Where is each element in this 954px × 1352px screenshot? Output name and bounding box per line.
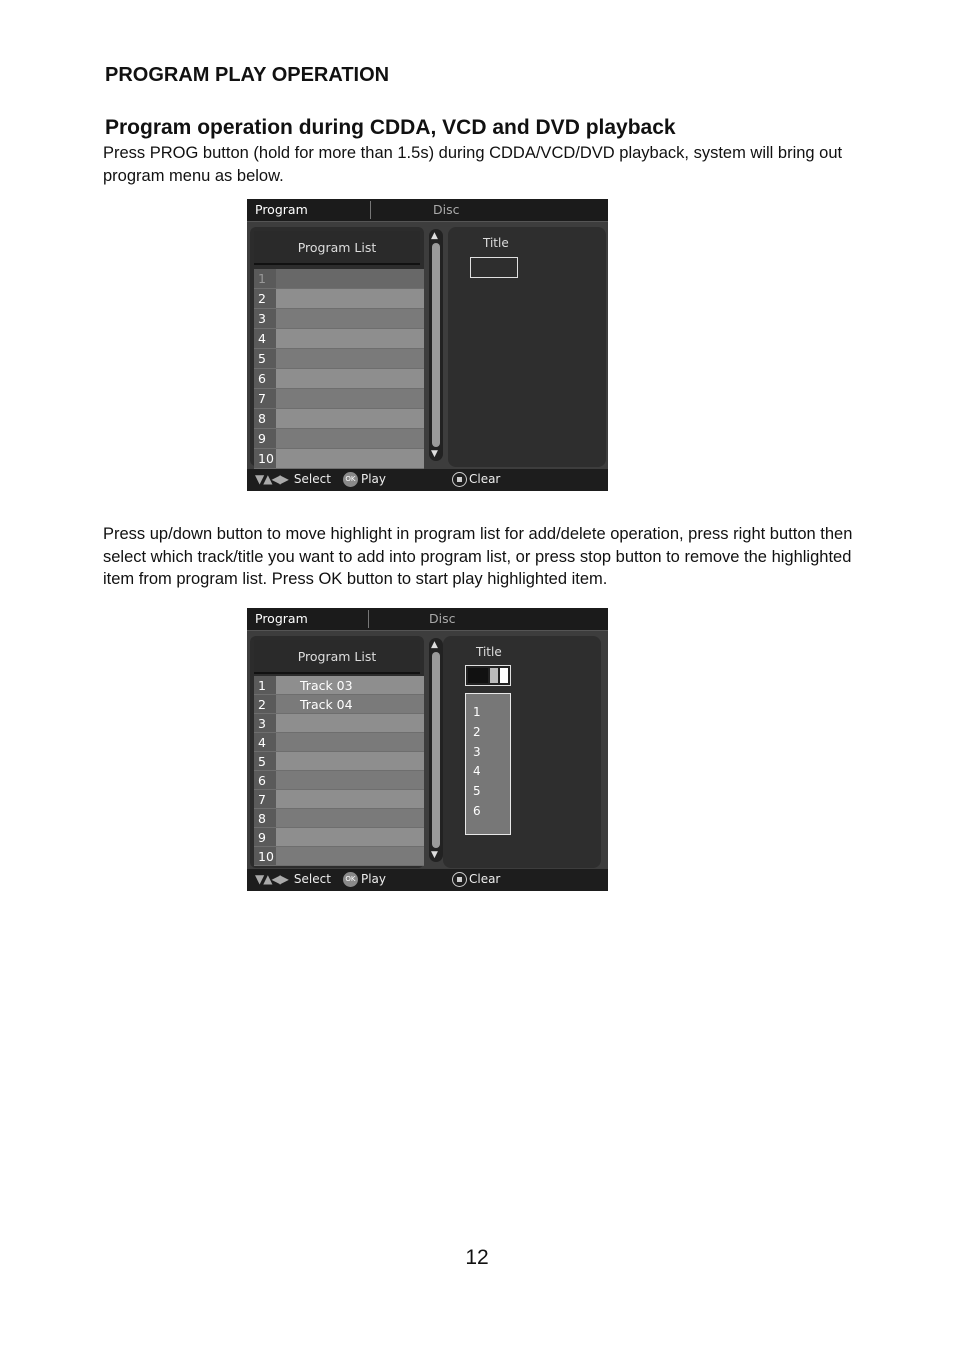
list-item[interactable] (254, 369, 424, 389)
stop-button-icon (452, 472, 467, 487)
ok-button-icon: OK (343, 472, 358, 487)
title-option[interactable]: 5 (473, 784, 481, 798)
title-option[interactable]: 4 (473, 764, 481, 778)
list-item-number: 10 (258, 451, 274, 466)
hint-select: Select (293, 472, 331, 486)
scrollbar-thumb[interactable] (432, 652, 440, 848)
program-list-panel (250, 227, 424, 466)
list-item[interactable] (254, 695, 424, 714)
list-item[interactable] (254, 771, 424, 790)
hint-play: Play (360, 472, 386, 486)
list-item-number: 7 (258, 792, 266, 807)
list-item-number: 4 (258, 331, 266, 346)
title-option[interactable]: 6 (473, 804, 481, 818)
title-selector-box[interactable] (465, 665, 511, 686)
osd-hint-bar (247, 869, 608, 891)
list-item-number: 3 (258, 716, 266, 731)
list-item[interactable] (254, 269, 424, 289)
scroll-up-arrow-icon[interactable]: ▲ (431, 231, 438, 241)
list-item-number: 1 (258, 271, 266, 286)
list-item-number: 1 (258, 678, 266, 693)
list-item-number: 6 (258, 371, 266, 386)
program-list-header: Program List (254, 640, 420, 674)
program-menu-screenshot-1 (247, 199, 608, 491)
list-item[interactable] (254, 847, 424, 866)
scrollbar-thumb[interactable] (432, 243, 440, 447)
title-option[interactable]: 1 (473, 705, 481, 719)
list-item[interactable] (254, 733, 424, 752)
list-scrollbar[interactable] (429, 638, 443, 862)
list-item[interactable] (254, 429, 424, 449)
list-item-number: 7 (258, 391, 266, 406)
list-item-track: Track 03 (300, 678, 353, 693)
title-label: Title (483, 236, 509, 250)
title-label: Title (476, 645, 502, 659)
ok-button-icon: OK (343, 872, 358, 887)
intro-paragraph: Press PROG button (hold for more than 1.5s) during CDDA/VCD/DVD playback, system will bring out program menu as below. (103, 144, 843, 185)
list-item[interactable] (254, 809, 424, 828)
stop-button-icon (452, 872, 467, 887)
program-list-header: Program List (254, 231, 420, 265)
list-item[interactable] (254, 714, 424, 733)
program-list-panel (250, 636, 424, 868)
instructions-paragraph: Press up/down button to move highlight in program list for add/delete operation, press right button then select which track/title you want to add into program list, or press stop button to remove the highlighted item from program list. Press OK button to start play highlighted item. (103, 525, 853, 588)
list-scrollbar[interactable] (429, 229, 443, 461)
list-item-number: 9 (258, 431, 266, 446)
scroll-down-arrow-icon[interactable]: ▼ (431, 850, 438, 860)
tab-divider (368, 610, 369, 628)
tab-program[interactable]: Program (255, 611, 308, 626)
scroll-up-arrow-icon[interactable]: ▲ (431, 640, 438, 650)
tab-disc[interactable]: Disc (429, 611, 456, 626)
list-item-number: 8 (258, 811, 266, 826)
navigation-arrows-icon: ▼▲◀▶ (255, 472, 288, 486)
scroll-down-arrow-icon[interactable]: ▼ (431, 449, 438, 459)
list-item[interactable] (254, 289, 424, 309)
program-list-rows (254, 269, 424, 469)
list-item[interactable] (254, 389, 424, 409)
list-item-number: 9 (258, 830, 266, 845)
list-item-track: Track 04 (300, 697, 353, 712)
tab-divider (370, 201, 371, 219)
list-item[interactable] (254, 828, 424, 847)
list-item-number: 6 (258, 773, 266, 788)
title-input-box[interactable] (470, 257, 518, 278)
list-item-number: 5 (258, 351, 266, 366)
hint-clear: Clear (468, 472, 501, 486)
title-option[interactable]: 2 (473, 725, 481, 739)
title-dropdown-list[interactable] (465, 693, 511, 835)
osd-hint-bar (247, 469, 608, 491)
osd-top-bar (247, 199, 608, 222)
list-item-number: 10 (258, 849, 274, 864)
hint-select: Select (293, 872, 331, 886)
page-heading: PROGRAM PLAY OPERATION (105, 64, 390, 86)
list-item[interactable] (254, 752, 424, 771)
navigation-arrows-icon: ▼▲◀▶ (255, 872, 288, 886)
list-item-number: 3 (258, 311, 266, 326)
tab-disc[interactable]: Disc (433, 202, 460, 217)
list-item[interactable] (254, 309, 424, 329)
section-heading: Program operation during CDDA, VCD and DVD playback (105, 116, 676, 139)
program-menu-screenshot-2 (247, 608, 608, 891)
title-panel (443, 636, 601, 868)
osd-top-bar (247, 608, 608, 631)
hint-play: Play (360, 872, 386, 886)
list-item[interactable] (254, 676, 424, 695)
list-item[interactable] (254, 449, 424, 469)
list-item-number: 8 (258, 411, 266, 426)
list-item[interactable] (254, 409, 424, 429)
page-number: 12 (465, 1246, 489, 1269)
list-item-number: 5 (258, 754, 266, 769)
list-item-number: 4 (258, 735, 266, 750)
program-list-rows (254, 676, 424, 866)
tab-program[interactable]: Program (255, 202, 308, 217)
list-item[interactable] (254, 329, 424, 349)
list-item-number: 2 (258, 697, 266, 712)
title-panel (448, 227, 606, 467)
hint-clear: Clear (468, 872, 501, 886)
list-item[interactable] (254, 790, 424, 809)
list-item-number: 2 (258, 291, 266, 306)
title-option[interactable]: 3 (473, 745, 481, 759)
list-item[interactable] (254, 349, 424, 369)
